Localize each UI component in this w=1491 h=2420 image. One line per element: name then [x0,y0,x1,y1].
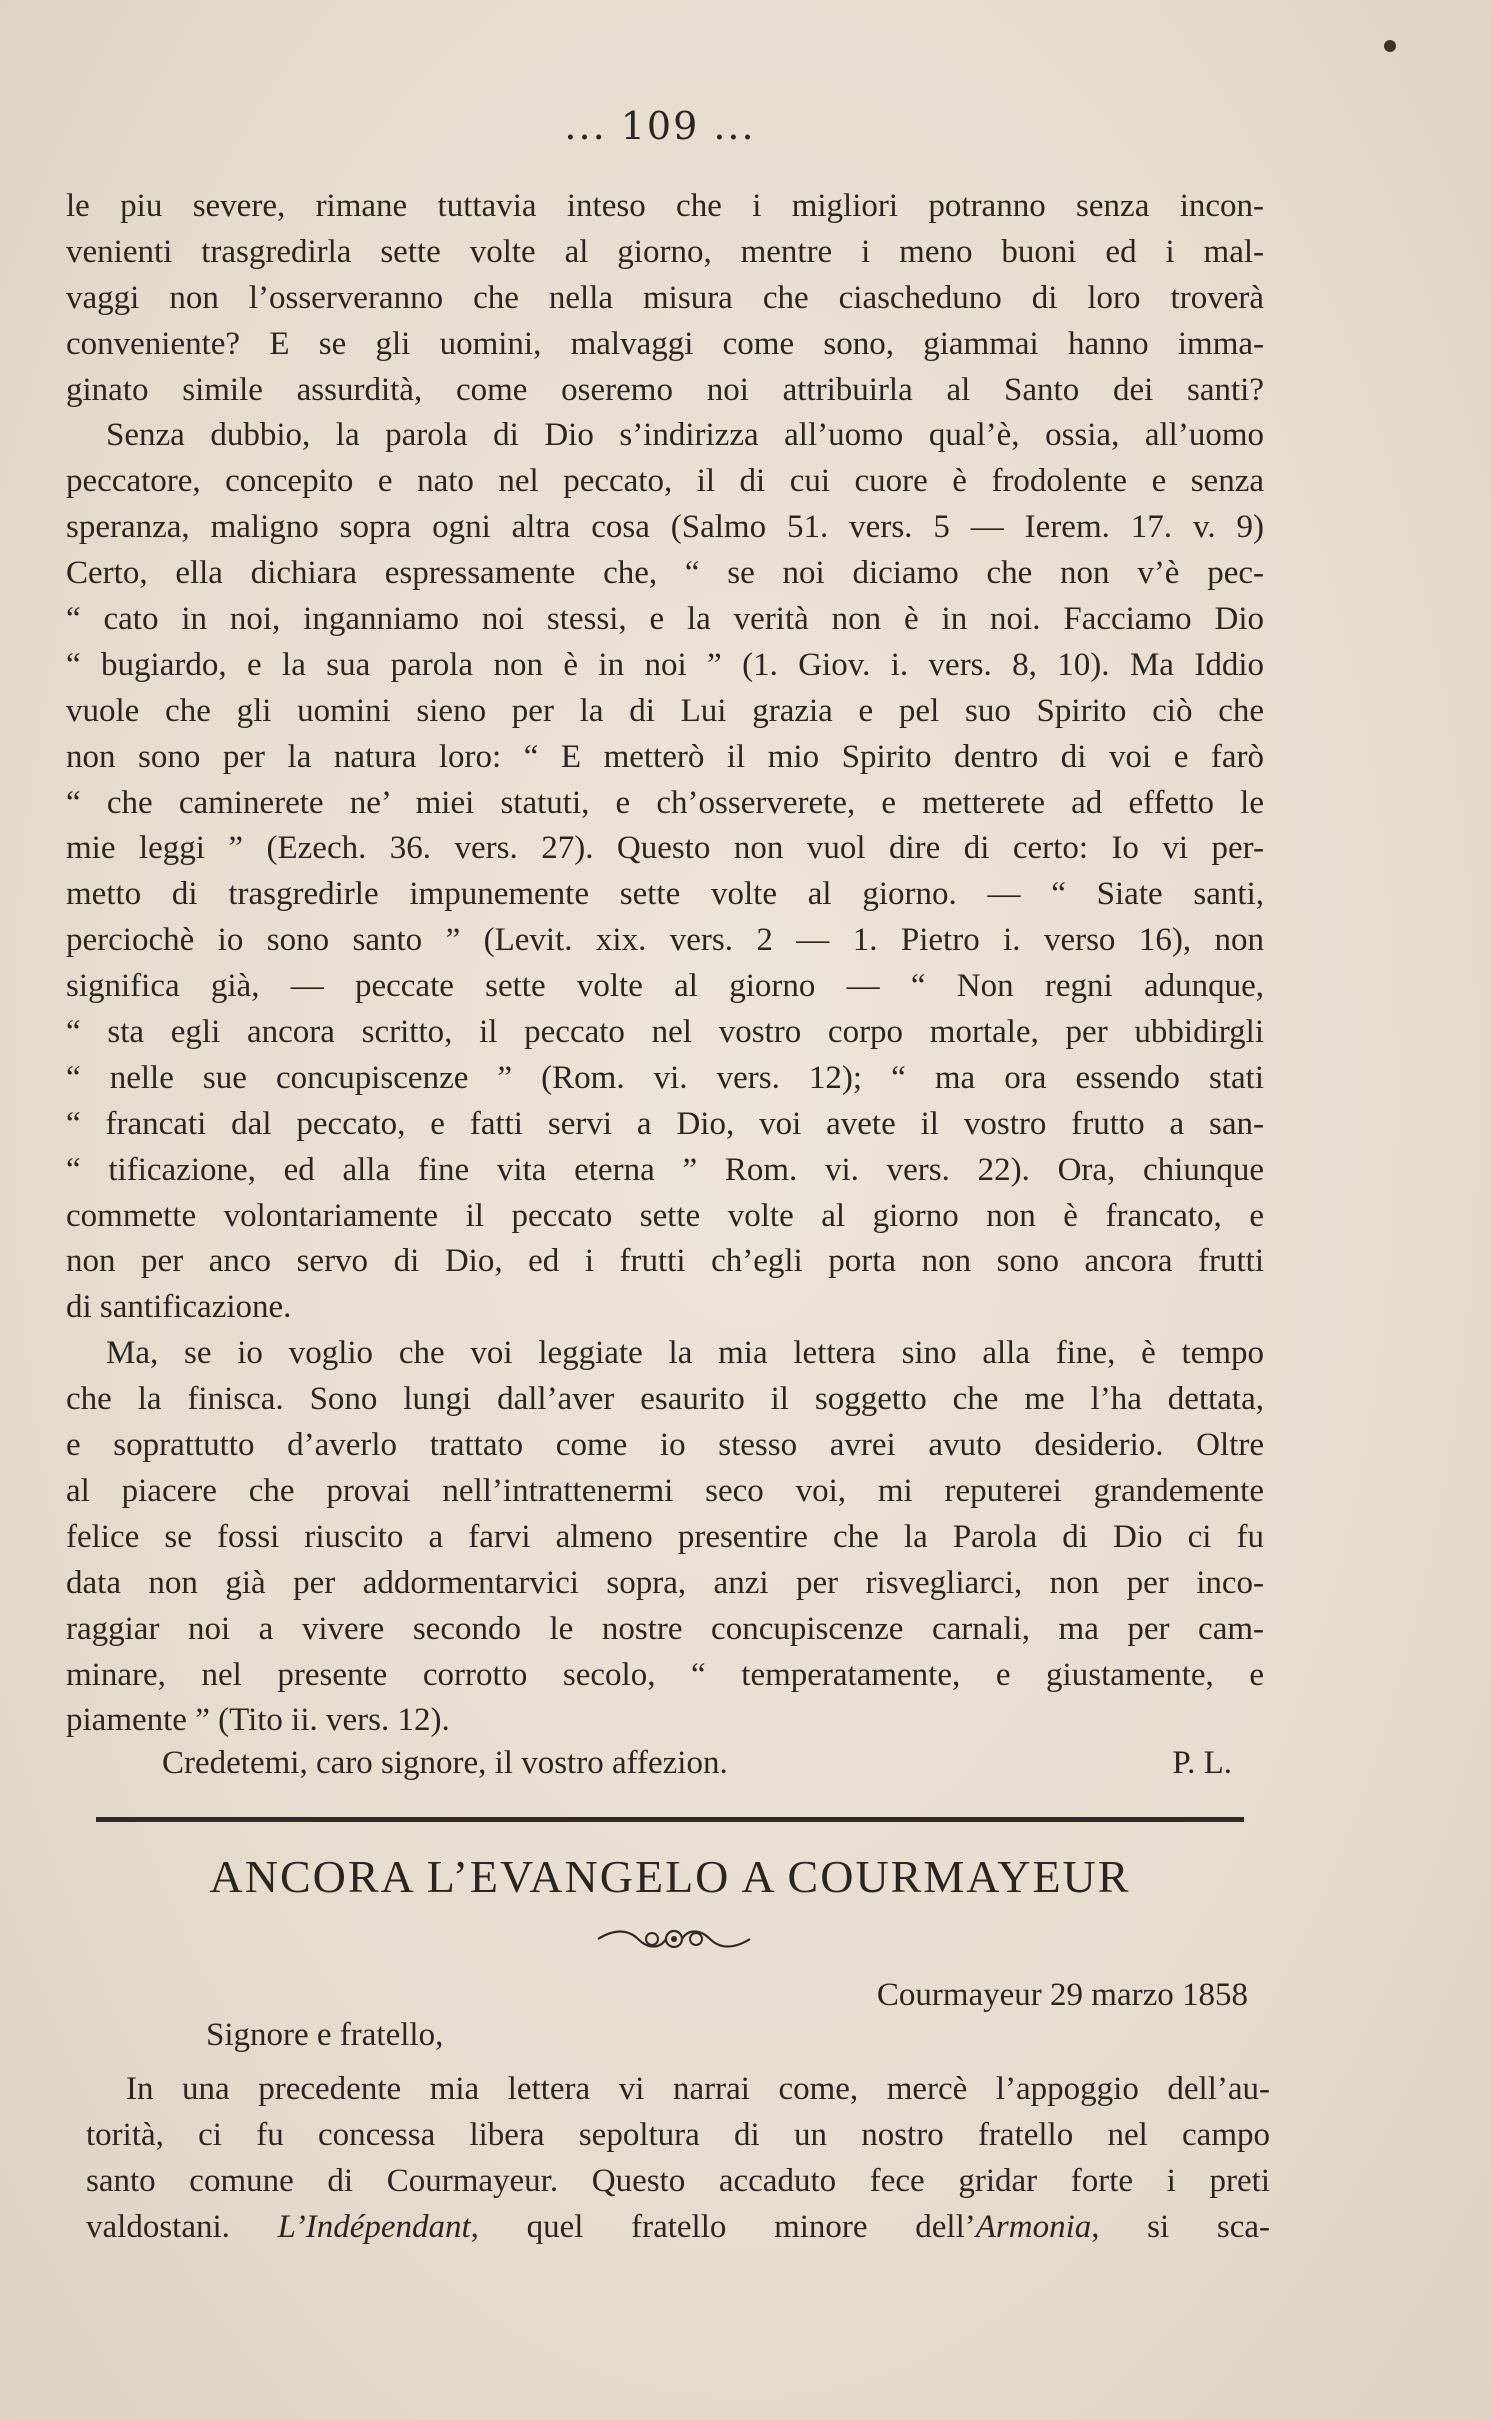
text-line: Senza dubbio, la parola di Dio s’indirizza all’uomo qual’è, ossia, all’uomo [106,417,1264,454]
letter-salutation: Signore e fratello, [206,2017,444,2053]
newspaper-title: Armonia [975,2208,1092,2245]
text-line: “ francati dal peccato, e fatti servi a Dio, voi avete il vostro frutto a san- [66,1105,1264,1142]
text-line: significa già, — peccate sette volte al giorno — “ Non regni adunque, [66,968,1264,1005]
text-line: vaggi non l’osserveranno che nella misura che ciascheduno di loro troverà [66,279,1264,316]
article-body [86,2067,1270,2251]
text-line: mie leggi ” (Ezech. 36. vers. 27). Questo non vuol dire di certo: Io vi per- [66,830,1264,867]
text-segment: valdostani. [86,2208,278,2245]
text-line: minare, nel presente corrotto secolo, “ temperatamente, e giustamente, e [66,1656,1264,1693]
letter-continuation [66,184,1264,1744]
signature: P. L. [1172,1745,1232,1781]
text-line: che la finisca. Sono lungi dall’aver esaurito il soggetto che me l’ha dettata, [66,1381,1264,1418]
text-line: venienti trasgredirla sette volte al giorno, mentre i meno buoni ed i mal- [66,233,1264,270]
text-line: In una precedente mia lettera vi narrai come, mercè l’appoggio dell’au- [126,2071,1270,2107]
text-line: “ che caminerete ne’ miei statuti, e ch’osserverete, e metterete ad effetto le [66,784,1264,821]
text-line: non sono per la natura loro: “ E metterò il mio Spirito dentro di voi e farò [66,738,1264,775]
text-line: “ bugiardo, e la sua parola non è in noi ” (1. Giov. i. vers. 8, 10). Ma Iddio [66,646,1264,683]
text-line: conveniente? E se gli uomini, malvaggi come sono, giammai hanno imma- [66,325,1264,362]
text-line: “ nelle sue concupiscenze ” (Rom. vi. vers. 12); “ ma ora essendo stati [66,1059,1264,1096]
letter-dateline: Courmayeur 29 marzo 1858 [876,1977,1248,2013]
text-line: ginato simile assurdità, come oseremo noi attribuirla al Santo dei santi? [66,371,1264,408]
ink-spot [1384,40,1396,52]
text-line: vuole che gli uomini sieno per la di Lui grazia e pel suo Spirito ciò che [66,692,1264,729]
letter-signoff [162,1745,1232,1782]
text-line: Ma, se io voglio che voi leggiate la mia lettera sino alla fine, è tempo [106,1335,1264,1372]
text-line: metto di trasgredirle impunemente sette volte al giorno. — “ Siate santi, [66,876,1264,913]
text-line: “ sta egli ancora scritto, il peccato nel vostro corpo mortale, per ubbidirgli [66,1014,1264,1051]
text-line: peccatore, concepito e nato nel peccato, il di cui cuore è frodolente e senza [66,463,1264,500]
newspaper-title: L’Indépendant [277,2208,471,2245]
flourish-ornament-icon [594,1924,754,1954]
text-line: Certo, ella dichiara espressamente che, “ se noi diciamo che non v’è pec- [66,555,1264,592]
text-line: torità, ci fu concessa libera sepoltura di un nostro fratello nel campo [86,2116,1270,2153]
article-title: ANCORA L’EVANGELO A COURMAYEUR [209,1851,1131,1902]
text-line: “ tificazione, ed alla fine vita eterna ” Rom. vi. vers. 22). Ora, chiunque [66,1151,1264,1188]
text-segment: , si sca- [1091,2208,1270,2245]
text-line: santo comune di Courmayeur. Questo accaduto fece gridar forte i preti [86,2162,1270,2199]
page-number: ... 109 ... [564,104,756,148]
text-line: le piu severe, rimane tuttavia inteso che i migliori potranno senza incon- [66,188,1264,224]
text-line: felice se fossi riuscito a farvi almeno presentire che la Parola di Dio ci fu [66,1518,1264,1555]
text-segment: , quel fratello minore dell’ [470,2208,976,2245]
text-line [86,2205,1270,2251]
closing-line: Credetemi, caro signore, il vostro affezion. [162,1745,728,1781]
text-line: perciochè io sono santo ” (Levit. xix. vers. 2 — 1. Pietro i. verso 16), non [66,922,1264,959]
text-line: al piacere che provai nell’intrattenermi seco voi, mi reputerei grandemente [66,1472,1264,1509]
text-line: piamente ” (Tito ii. vers. 12). [66,1702,450,1739]
text-line: e soprattutto d’averlo trattato come io stesso avrei avuto desiderio. Oltre [66,1427,1264,1464]
text-line: “ cato in noi, inganniamo noi stessi, e la verità non è in noi. Facciamo Dio [66,601,1264,638]
text-line: speranza, maligno sopra ogni altra cosa (Salmo 51. vers. 5 — Ierem. 17. v. 9) [66,509,1264,546]
text-line: raggiar noi a vivere secondo le nostre concupiscenze carnali, ma per cam- [66,1610,1264,1647]
text-line: data non già per addormentarvici sopra, anzi per risvegliarci, non per inco- [66,1564,1264,1601]
section-divider [96,1817,1244,1822]
text-line: commette volontariamente il peccato sette volte al giorno non è francato, e [66,1197,1264,1234]
text-line: non per anco servo di Dio, ed i frutti ch’egli porta non sono ancora frutti [66,1243,1264,1280]
text-line: di santificazione. [66,1289,292,1326]
